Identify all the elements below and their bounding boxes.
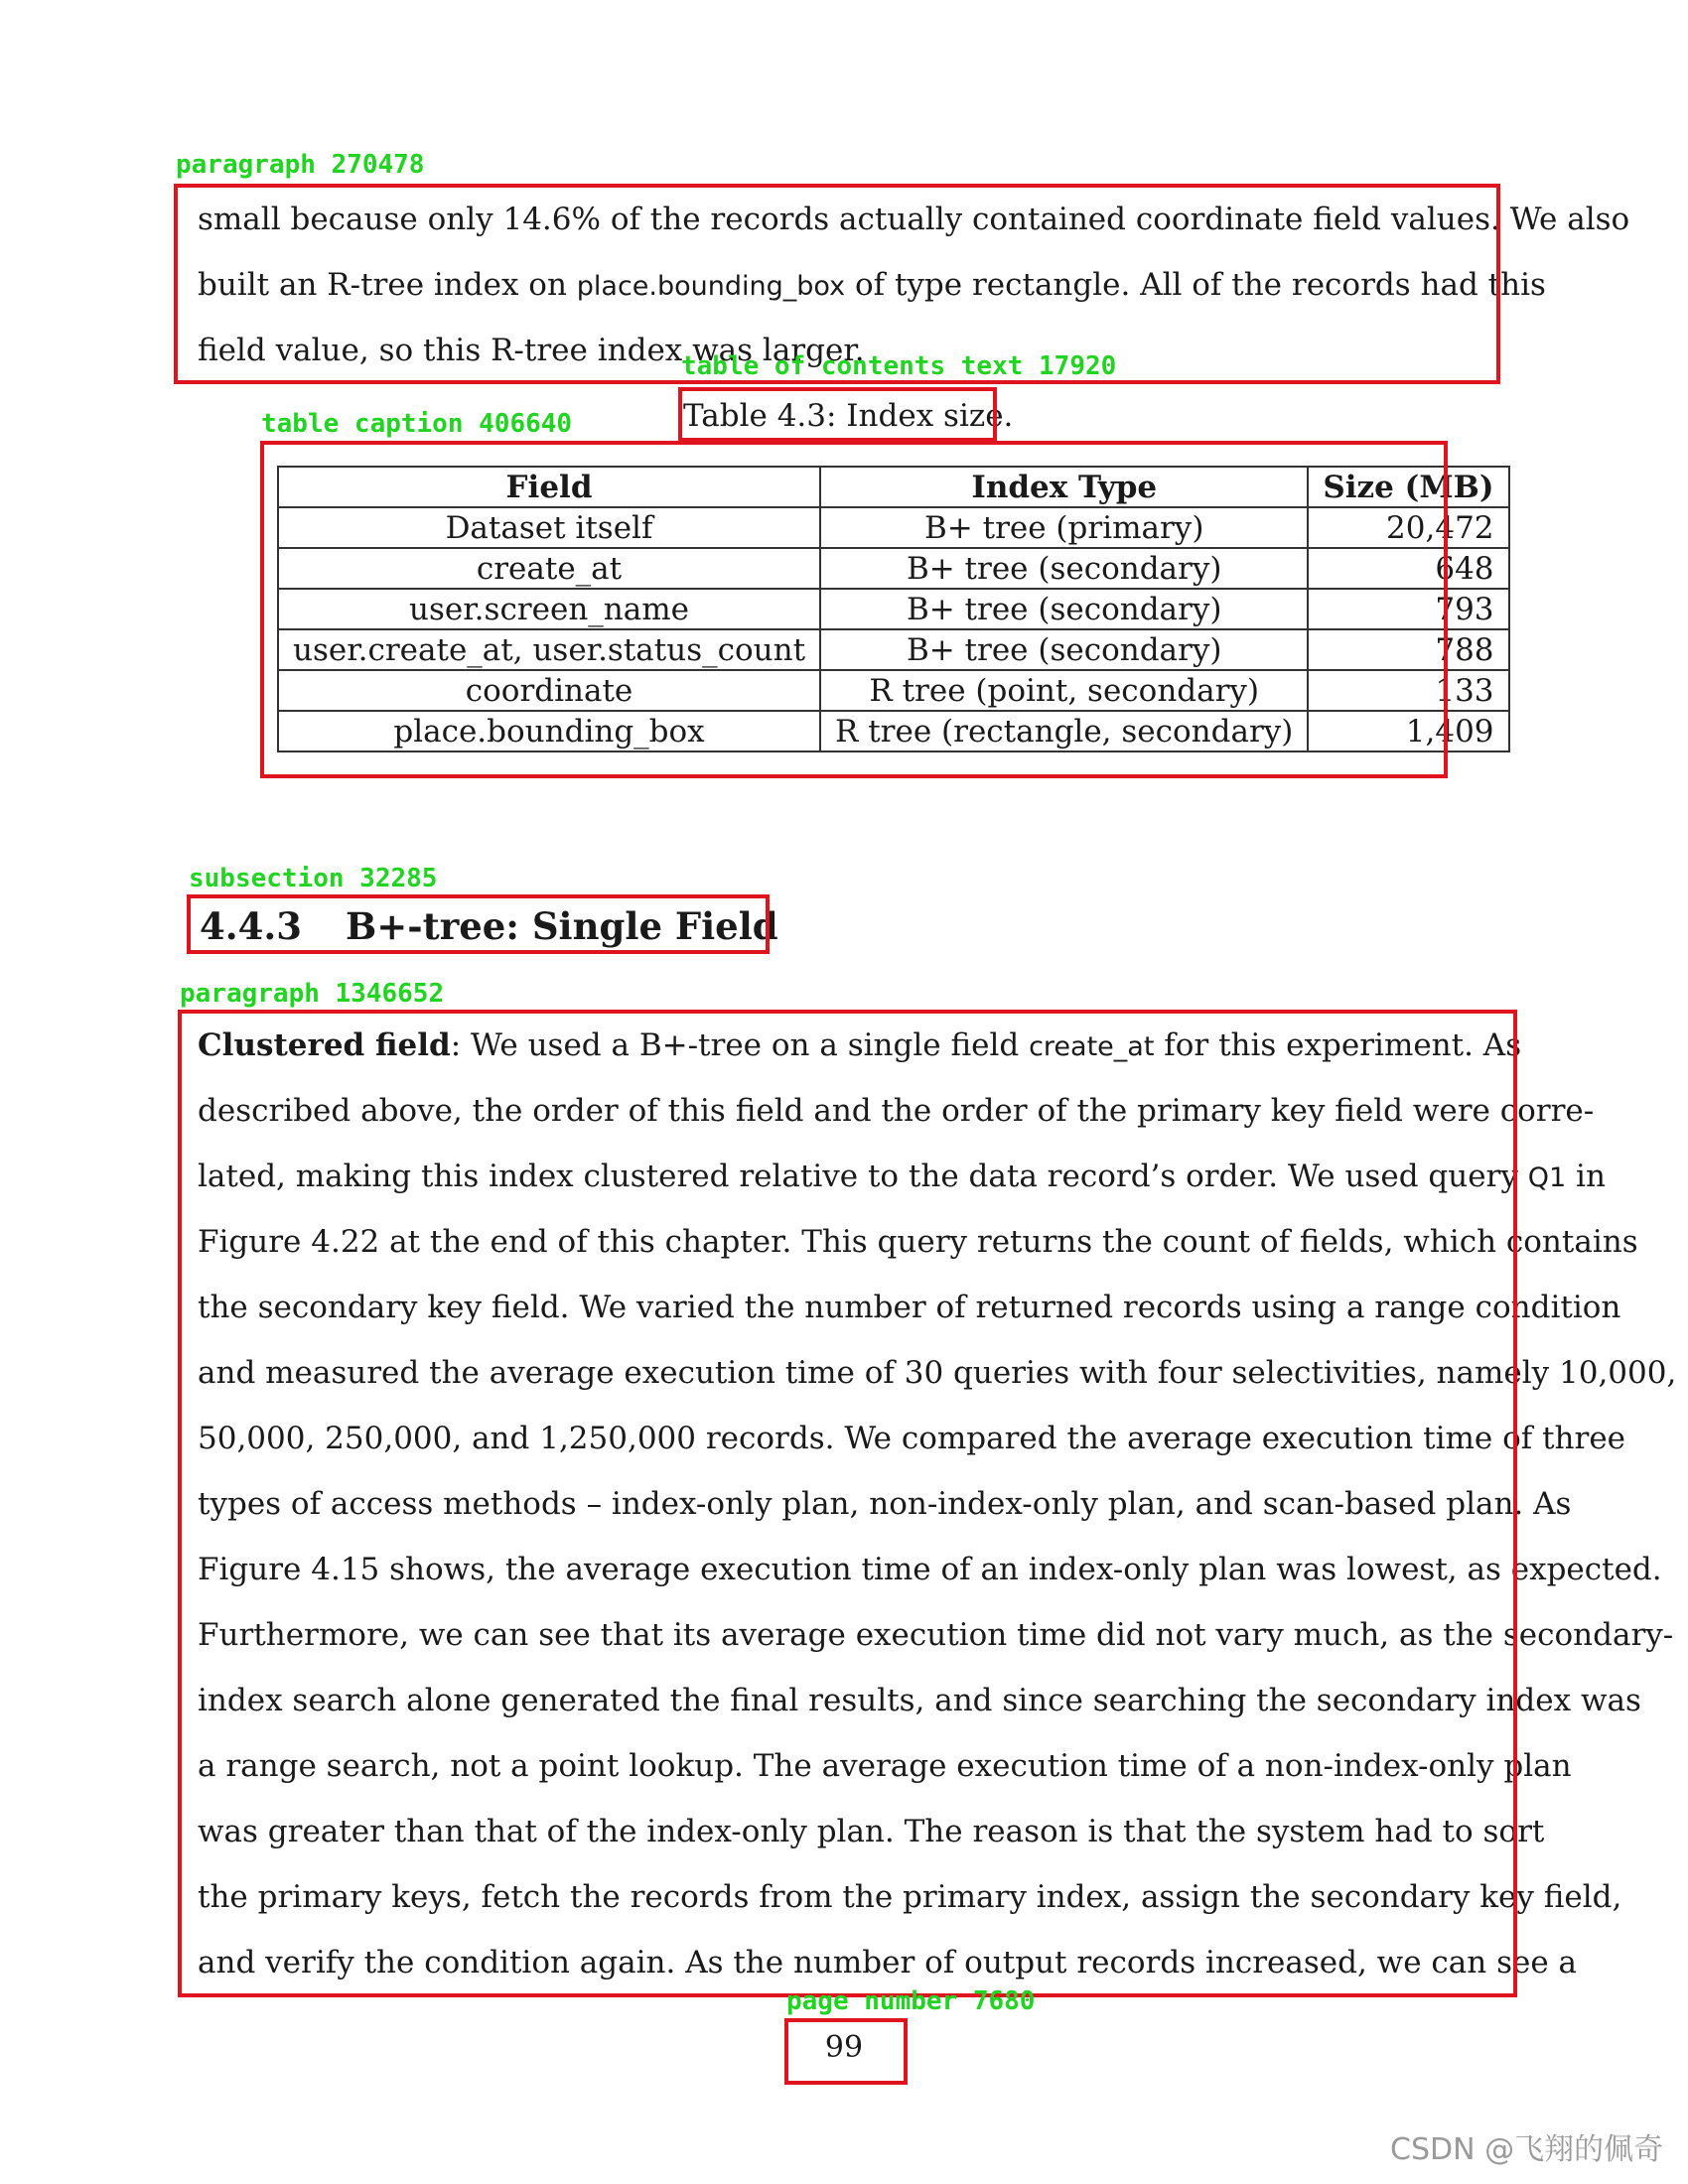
paragraph-line: a range search, not a point lookup. The average execution time of a non-index-only plan [198,1748,1572,1784]
cell-index-type: B+ tree (secondary) [820,548,1308,589]
label-toc-text: table of contents text 17920 [681,351,1117,381]
subsection-title: B+-tree: Single Field [346,904,778,948]
table-caption-text: Table 4.3: Index size. [683,398,1014,434]
paragraph-line: and verify the condition again. As the number of output records increased, we can see a [198,1945,1578,1980]
page-number-box [784,2018,908,2085]
cell-index-type: B+ tree (secondary) [820,629,1308,670]
cell-index-type: R tree (point, secondary) [820,670,1308,711]
text-run: built an R-tree index on [198,267,577,303]
cell-field: user.create_at, user.status_count [278,629,820,670]
cell-size: 788 [1308,629,1508,670]
label-paragraph-top: paragraph 270478 [176,150,425,180]
cell-field: Dataset itself [278,507,820,548]
code-term: place.bounding_box [576,271,846,302]
paragraph-line: and measured the average execution time of 30 queries with four selectivities, namely 10,000, [198,1355,1677,1391]
paragraph-line: field value, so this R-tree index was larger. [198,333,865,368]
label-subsection: subsection 32285 [189,864,438,893]
cell-field: create_at [278,548,820,589]
paragraph-line: the secondary key field. We varied the number of returned records using a range condition [198,1290,1621,1325]
paragraph-line: types of access methods – index-only plan, non-index-only plan, and scan-based plan. As [198,1486,1572,1522]
cell-field: coordinate [278,670,820,711]
cell-size: 793 [1308,589,1508,629]
label-table-caption: table caption 406640 [261,409,573,439]
text-run: for this experiment. As [1154,1027,1522,1063]
paragraph-line: Figure 4.22 at the end of this chapter. This query returns the count of fields, which contains [198,1224,1638,1260]
label-page-number: page number 7680 [786,1986,1036,2016]
subsection-number: 4.4.3 [200,904,302,948]
paragraph-line: the primary keys, fetch the records from the primary index, assign the secondary key field, [198,1879,1622,1915]
cell-size: 133 [1308,670,1508,711]
toc-text-box [678,387,997,442]
label-paragraph-main: paragraph 1346652 [180,979,445,1009]
cell-size: 1,409 [1308,711,1508,751]
cell-size: 648 [1308,548,1508,589]
code-term: create_at [1029,1031,1155,1062]
cell-field: place.bounding_box [278,711,820,751]
page-number: 99 [824,2030,864,2065]
cell-index-type: B+ tree (secondary) [820,589,1308,629]
paragraph-line: 50,000, 250,000, and 1,250,000 records. We compared the average execution time of three [198,1421,1626,1456]
cell-size: 20,472 [1308,507,1508,548]
text-run: : We used a B+-tree on a single field [450,1027,1030,1063]
table-caption-box [260,441,1448,778]
paragraph-line: was greater than that of the index-only plan. The reason is that the system had to sort [198,1814,1545,1849]
bold-term: Clustered field [198,1027,451,1063]
paragraph-line: small because only 14.6% of the records actually contained coordinate field values. We also [198,202,1630,237]
watermark: CSDN @飞翔的佩奇 [1390,2132,1664,2167]
column-header-index-type: Index Type [820,467,1308,507]
cell-index-type: R tree (rectangle, secondary) [820,711,1308,751]
paragraph-line: Figure 4.15 shows, the average execution time of an index-only plan was lowest, as expected. [198,1552,1662,1587]
code-term: Q1 [1527,1162,1567,1193]
paragraph-line: index search alone generated the final results, and since searching the secondary index was [198,1683,1641,1718]
column-header-size: Size (MB) [1308,467,1508,507]
text-run: in [1566,1159,1606,1194]
paragraph-line: Furthermore, we can see that its average execution time did not vary much, as the secondary- [198,1617,1674,1653]
text-run: lated, making this index clustered relative to the data record’s order. We used query [198,1159,1528,1194]
cell-field: user.screen_name [278,589,820,629]
text-run: of type rectangle. All of the records had this [845,267,1546,303]
cell-index-type: B+ tree (primary) [820,507,1308,548]
column-header-field: Field [278,467,820,507]
subsection-box [187,894,770,954]
paragraph-line: described above, the order of this field and the order of the primary key field were corre- [198,1093,1595,1129]
